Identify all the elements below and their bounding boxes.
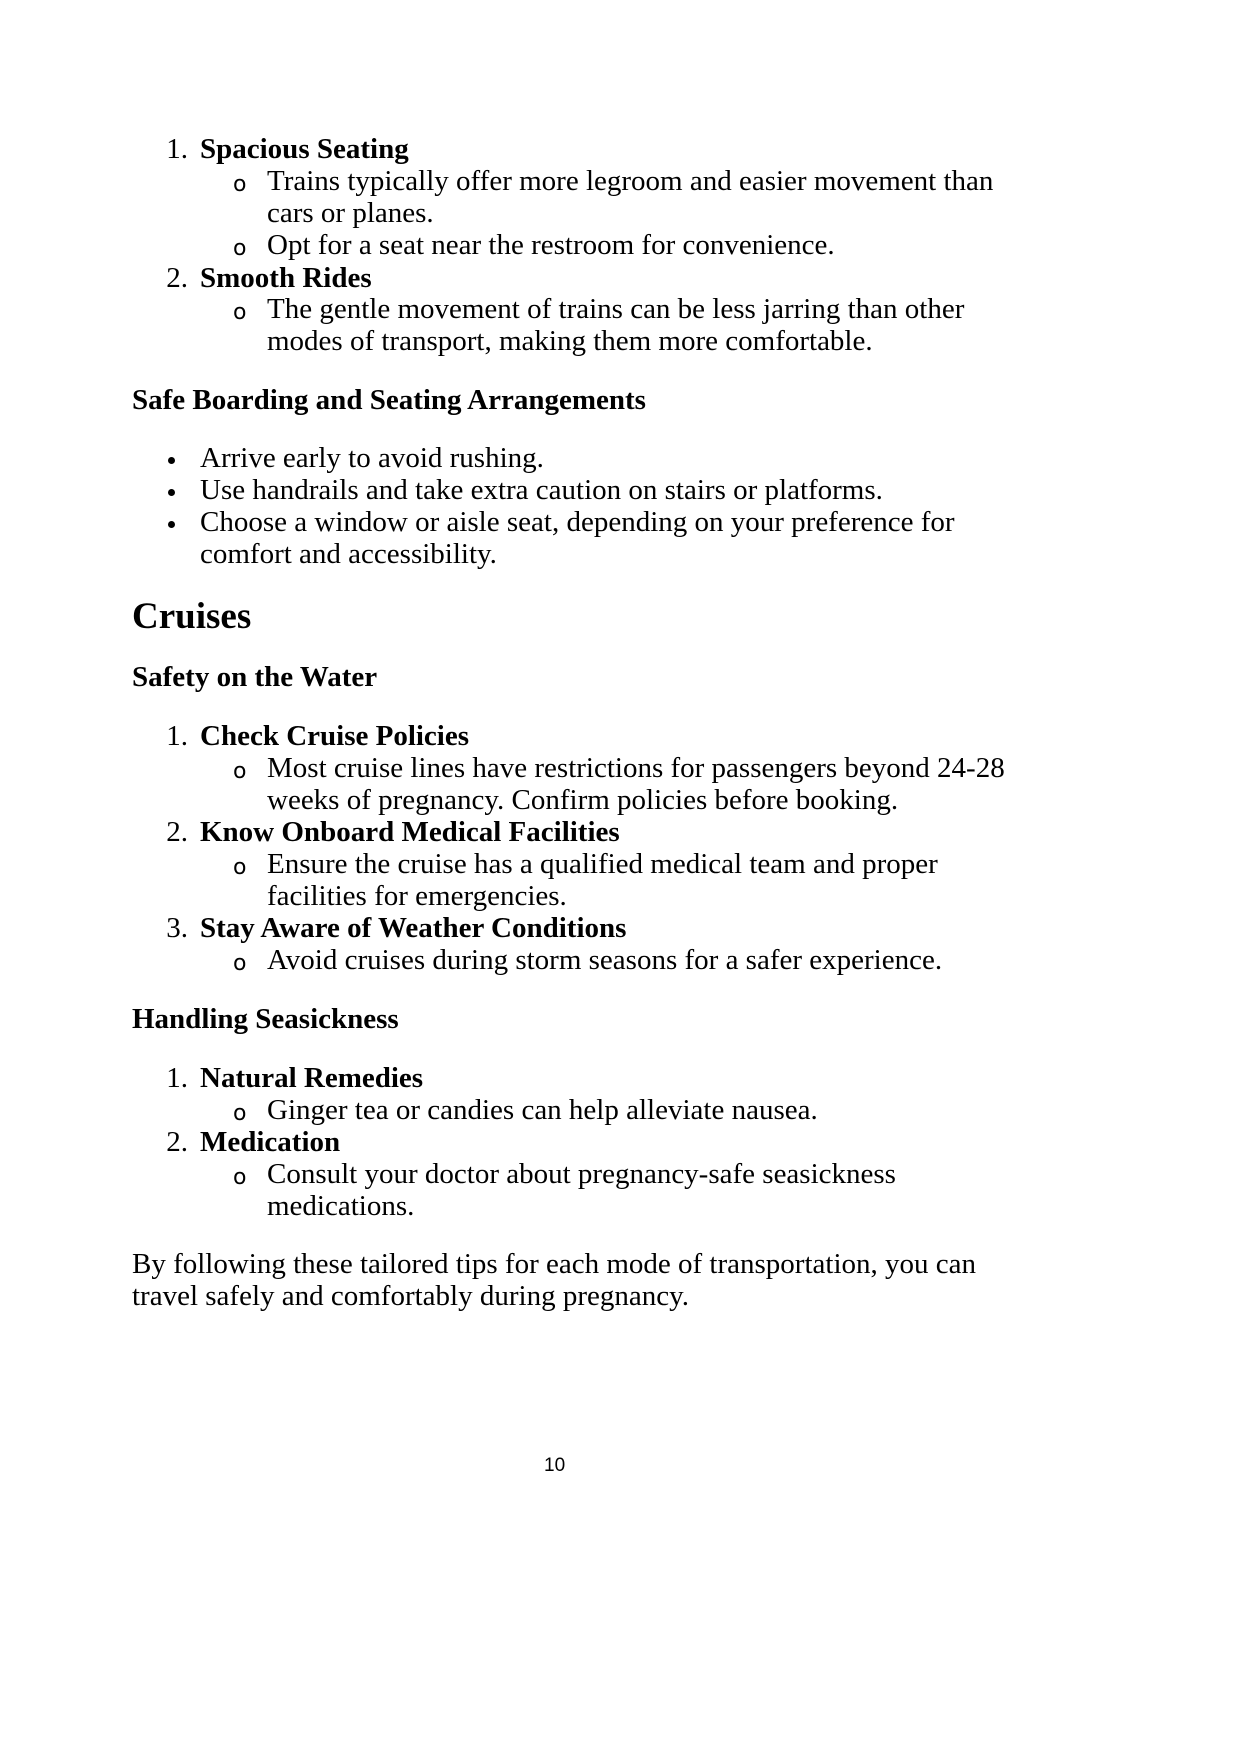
list-number: 1. bbox=[166, 1062, 188, 1094]
list-number: 2. bbox=[166, 262, 188, 294]
closing-paragraph-line: travel safely and comfortably during pregnancy. bbox=[132, 1280, 689, 1312]
bullet-line: comfort and accessibility. bbox=[200, 538, 497, 570]
list-item-title: Natural Remedies bbox=[200, 1062, 424, 1094]
bullet-dot-icon bbox=[168, 521, 175, 528]
list-item-title: Check Cruise Policies bbox=[200, 720, 470, 752]
closing-paragraph-line: By following these tailored tips for each mode of transportation, you can bbox=[132, 1248, 977, 1280]
list-number: 3. bbox=[166, 912, 188, 944]
sub-bullet-line: cars or planes. bbox=[267, 197, 434, 229]
bullet-line: Use handrails and take extra caution on stairs or platforms. bbox=[200, 474, 883, 506]
sub-bullet-line: Most cruise lines have restrictions for passengers beyond 24-28 bbox=[267, 752, 1005, 784]
chapter-heading: Cruises bbox=[132, 596, 252, 637]
section-heading: Safe Boarding and Seating Arrangements bbox=[132, 384, 646, 416]
bullet-line: Arrive early to avoid rushing. bbox=[200, 442, 544, 474]
circle-bullet-icon: o bbox=[233, 236, 247, 261]
circle-bullet-icon: o bbox=[233, 300, 247, 325]
sub-bullet-line: Opt for a seat near the restroom for convenience. bbox=[267, 229, 835, 261]
section-heading: Handling Seasickness bbox=[132, 1003, 399, 1035]
sub-bullet-line: weeks of pregnancy. Confirm policies before booking. bbox=[267, 784, 899, 816]
sub-bullet-line: Ginger tea or candies can help alleviate nausea. bbox=[267, 1094, 818, 1126]
list-number: 1. bbox=[166, 133, 188, 165]
circle-bullet-icon: o bbox=[233, 855, 247, 880]
list-number: 2. bbox=[166, 816, 188, 848]
sub-bullet-line: Avoid cruises during storm seasons for a safer experience. bbox=[267, 944, 943, 976]
bullet-dot-icon bbox=[168, 489, 175, 496]
sub-bullet-line: Ensure the cruise has a qualified medical team and proper bbox=[267, 848, 938, 880]
sub-bullet-line: medications. bbox=[267, 1190, 415, 1222]
circle-bullet-icon: o bbox=[233, 1165, 247, 1190]
list-item-title: Spacious Seating bbox=[200, 133, 409, 165]
sub-bullet-line: modes of transport, making them more comfortable. bbox=[267, 325, 873, 357]
sub-bullet-line: The gentle movement of trains can be less jarring than other bbox=[267, 293, 965, 325]
list-item-title: Stay Aware of Weather Conditions bbox=[200, 912, 627, 944]
section-heading: Safety on the Water bbox=[132, 661, 378, 693]
bullet-dot-icon bbox=[168, 457, 175, 464]
circle-bullet-icon: o bbox=[233, 759, 247, 784]
list-item-title: Smooth Rides bbox=[200, 262, 372, 294]
list-item-title: Know Onboard Medical Facilities bbox=[200, 816, 620, 848]
circle-bullet-icon: o bbox=[233, 172, 247, 197]
sub-bullet-line: Consult your doctor about pregnancy-safe seasickness bbox=[267, 1158, 896, 1190]
circle-bullet-icon: o bbox=[233, 951, 247, 976]
list-item-title: Medication bbox=[200, 1126, 341, 1158]
list-number: 2. bbox=[166, 1126, 188, 1158]
page-number: 10 bbox=[544, 1455, 566, 1476]
list-number: 1. bbox=[166, 720, 188, 752]
bullet-line: Choose a window or aisle seat, depending on your preference for bbox=[200, 506, 955, 538]
sub-bullet-line: Trains typically offer more legroom and easier movement than bbox=[267, 165, 994, 197]
circle-bullet-icon: o bbox=[233, 1101, 247, 1126]
sub-bullet-line: facilities for emergencies. bbox=[267, 880, 567, 912]
